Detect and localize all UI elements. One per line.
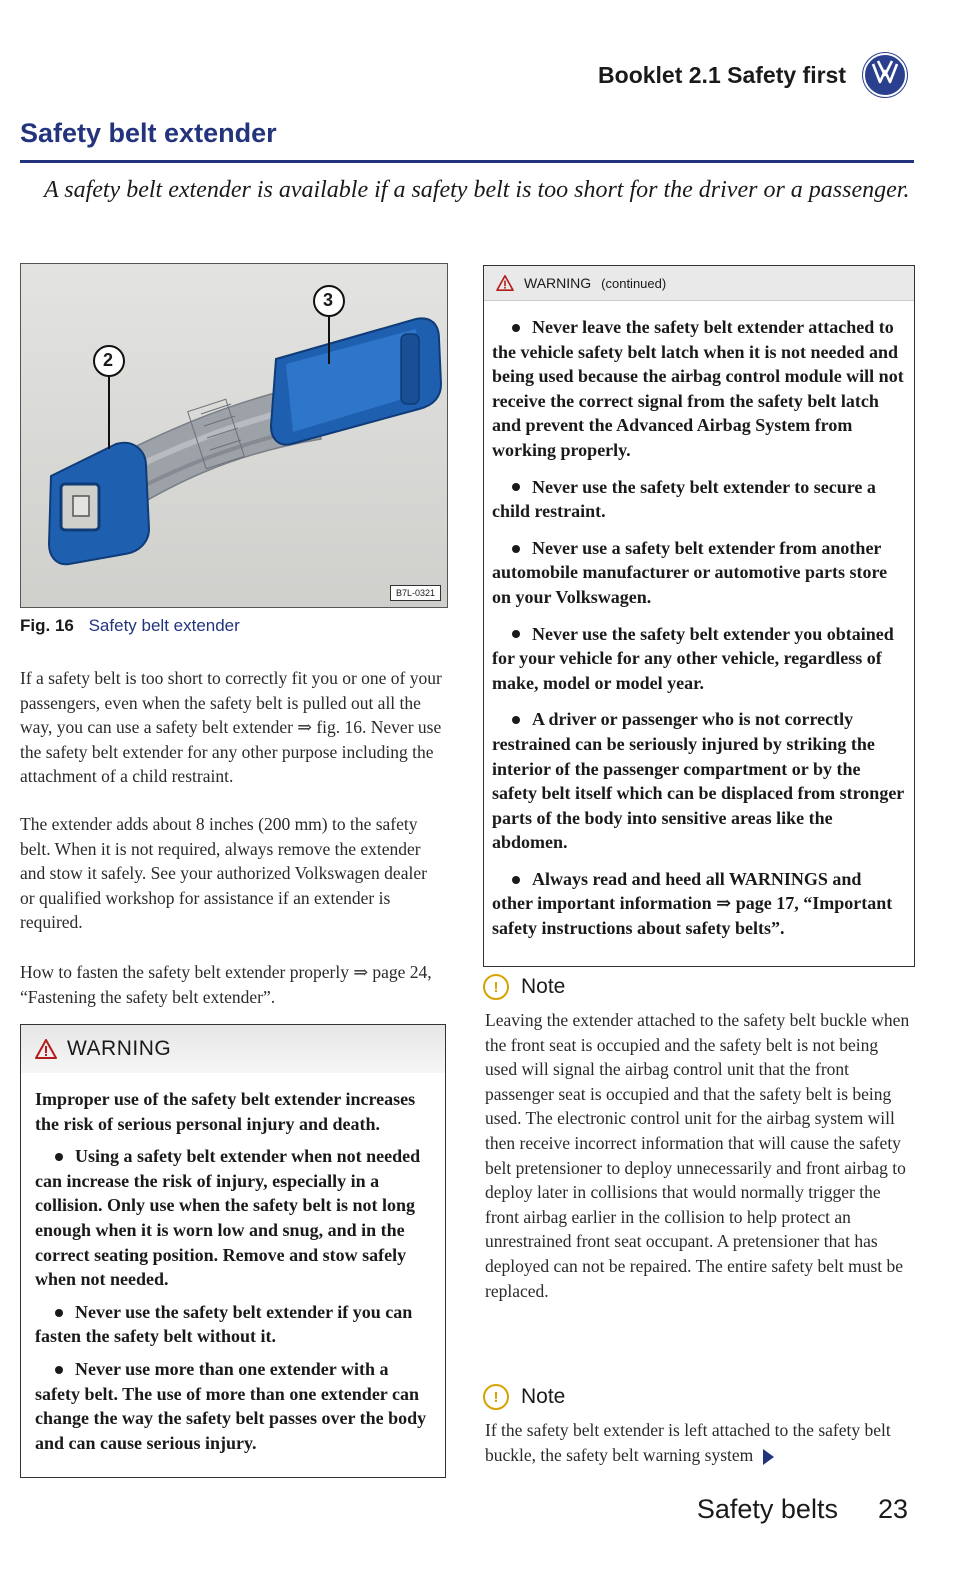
warning-body xyxy=(21,1073,445,1455)
warning-bullet: Always read and heed all WARNINGS and other important information ⇒ page 17, “Important safety instructions about safety belts”. xyxy=(492,868,893,939)
warning-lead: Improper use of the safety belt extender increases the risk of serious personal injury and death. xyxy=(35,1089,416,1134)
continue-arrow-icon[interactable] xyxy=(763,1449,774,1465)
section-title: Safety belt extender xyxy=(20,118,277,148)
page-footer xyxy=(697,1494,908,1525)
warning-box xyxy=(20,1024,446,1478)
note-label: Note xyxy=(521,975,566,998)
warning-label: WARNING xyxy=(67,1037,172,1060)
vw-logo-icon xyxy=(862,52,908,98)
figure-16 xyxy=(20,263,448,608)
note-text: Leaving the extender attached to the safety belt buckle when the front seat is occupied and the safety belt is not being used will signal the airbag control unit that the front passenger seat is occupied and that the safety belt is being used. The electronic control unit for the airbag system will then receive incorrect information that will cause the safety belt pretensioner to deploy unnecessarily and front airbag to deploy later in collisions that would normally trigger the front airbag earlier in the collision to help protect an unrestrained front seat occupant. A pretensioner that has deployed can not be repaired. The entire safety belt must be replaced. xyxy=(485,1010,910,1301)
title-rule xyxy=(20,160,914,163)
callout-3: 3 xyxy=(323,290,334,310)
note-exclamation-icon: ! xyxy=(483,974,509,1000)
note-exclamation-icon: ! xyxy=(483,1384,509,1410)
figure-caption xyxy=(20,616,240,636)
warning-continued-body xyxy=(484,301,914,941)
callout-2: 2 xyxy=(103,350,114,370)
note-label: Note xyxy=(521,1385,566,1408)
belt-extender-illustration xyxy=(21,264,447,607)
page-number: 23 xyxy=(877,1494,908,1524)
warning-triangle-icon xyxy=(35,1039,57,1059)
figure-caption-text: Safety belt extender xyxy=(88,616,240,635)
warning-bullet: Never leave the safety belt extender attached to the vehicle safety belt latch when it is not needed and being used because the airbag control module will not receive the correct signal from the safety belt latch and prevent the Advanced Airbag System from working properly. xyxy=(492,317,904,460)
warning-triangle-icon xyxy=(496,275,514,291)
warning-bullet: Never use more than one extender with a safety belt. The use of more than one extender can change the way the safety belt passes over the body and can cause serious injury. xyxy=(35,1358,427,1453)
figure-number: Fig. 16 xyxy=(20,616,74,635)
body-paragraph-1: If a safety belt is too short to correctly fit you or one of your passengers, even when the safety belt is pulled out all the way, you can use a safety belt extender ⇒ fig. 16. Never use the safety belt extender for any other purpose including the attachment of a child restraint. xyxy=(20,668,442,787)
booklet-title: Booklet 2.1 Safety first xyxy=(598,61,846,88)
body-paragraph-2: The extender adds about 8 inches (200 mm) to the safety belt. When it is not required, always remove the extender and stow it safely. See your authorized Volkswagen dealer or qualified workshop for assistance if an extender is required. xyxy=(20,814,427,933)
note-2 xyxy=(483,1384,913,1467)
intro-text: A safety belt extender is available if a safety belt is too short for the driver or a passenger. xyxy=(44,177,910,203)
footer-section: Safety belts xyxy=(696,1494,838,1524)
warning-bullet: Using a safety belt extender when not needed can increase the risk of injury, especially in a collision. Only use when the safety belt is not long enough when it is worn low and snug, and in the correct seating position. Remove and stow safely when not needed. xyxy=(35,1146,421,1290)
warning-bullet: A driver or passenger who is not correctly restrained can be seriously injured by striking the interior of the passenger compartment or by the safety belt itself which can be displaced from stronger parts of the body into sensitive areas like the abdomen. xyxy=(492,709,904,853)
figure-id: B7L-0321 xyxy=(390,585,441,601)
page-header xyxy=(598,52,908,98)
warning-continued-header xyxy=(484,266,914,301)
warning-bullet: Never use the safety belt extender to secure a child restraint. xyxy=(492,476,876,522)
warning-bullet: Never use the safety belt extender if you can fasten the safety belt without it. xyxy=(35,1301,413,1347)
body-paragraph-3: How to fasten the safety belt extender properly ⇒ page 24, “Fastening the safety belt extender”. xyxy=(20,962,432,1007)
note-header xyxy=(483,1384,913,1410)
warning-continued-box xyxy=(483,265,915,967)
warning-label: WARNING xyxy=(524,275,592,291)
note-header xyxy=(483,974,913,1000)
warning-header xyxy=(21,1025,445,1073)
note-1 xyxy=(483,974,913,1303)
continued-label: (continued) xyxy=(601,275,667,291)
warning-bullet: Never use a safety belt extender from another automobile manufacturer or automotive parts store on your Volkswagen. xyxy=(492,537,888,607)
warning-bullet: Never use the safety belt extender you obtained for your vehicle for any other vehicle, regardless of make, model or model year. xyxy=(492,623,894,693)
note-text: If the safety belt extender is left attached to the safety belt buckle, the safety belt warning system xyxy=(485,1420,891,1465)
